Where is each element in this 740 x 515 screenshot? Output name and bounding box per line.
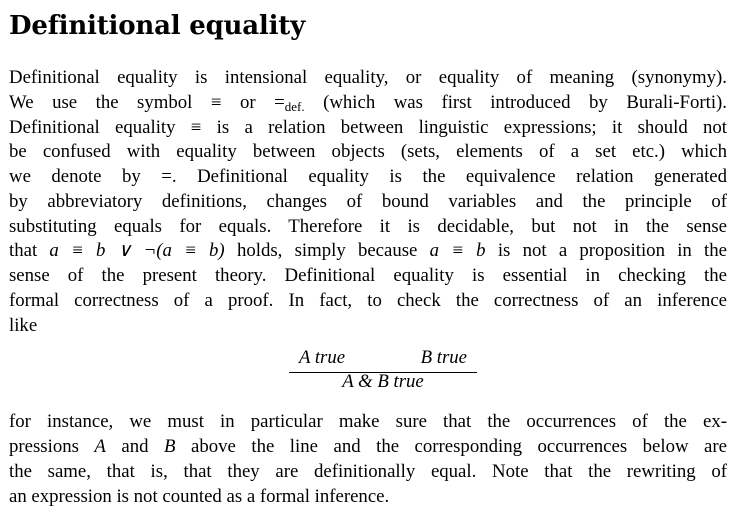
math-variable: B [164, 436, 176, 457]
paragraph-definitional-equality [9, 66, 727, 338]
text-span: like [9, 314, 38, 336]
text-span: we denote by =. Definitional equality is the equivalence relation generated [9, 166, 727, 187]
text-line [9, 410, 727, 435]
text-span: formal correctness of a proof. In fact, to check the correctness of an inference [9, 289, 727, 311]
section-heading: Definitional equality [9, 11, 305, 41]
text-span: We use the symbol ≡ or = [9, 91, 285, 113]
text-line [9, 165, 727, 190]
text-line [9, 460, 727, 485]
text-span: pressions [9, 436, 95, 457]
paragraph-for-instance [9, 410, 727, 509]
text-span: an expression is not counted as a formal inference. [9, 485, 390, 507]
text-span: Definitional equality ≡ is a relation between linguistic expressions; it should not [9, 116, 727, 138]
conclusion-text: A & B true [342, 371, 424, 393]
text-line [9, 140, 727, 165]
inference-rule [9, 344, 727, 406]
text-line [9, 91, 727, 116]
text-line [9, 215, 727, 240]
text-span: and [105, 436, 165, 457]
text-span: holds, simply because [224, 240, 430, 262]
inference-premises [289, 346, 477, 370]
text-span: substituting equals for equals. Therefore it is decidable, but not in the sense [9, 215, 727, 237]
text-line [9, 239, 727, 264]
text-line [9, 190, 727, 215]
document-page [9, 6, 727, 509]
math-expression: a ≡ b [429, 240, 486, 262]
text-line [9, 314, 727, 339]
text-span: for instance, we must in particular make sure that the occurrences of the ex- [9, 411, 727, 433]
text-span: above the line and the corresponding occurrences below are [175, 436, 727, 457]
text-line [9, 66, 727, 91]
text-line [9, 116, 727, 141]
text-span: is not a proposition in the [485, 240, 727, 262]
text-line [9, 289, 727, 314]
text-span: sense of the present theory. Definitional equality is essential in checking the [9, 265, 727, 286]
text-span: that [9, 240, 50, 262]
text-span: by abbreviatory definitions, changes of bound variables and the principle of [9, 190, 727, 212]
math-expression: a ≡ b ∨ ¬(a ≡ b) [49, 240, 225, 262]
text-line [9, 485, 727, 510]
text-span: the same, that is, that they are definitionally equal. Note that the rewriting of [9, 460, 727, 482]
premise-right: B true [420, 347, 467, 369]
inference-conclusion [289, 370, 477, 394]
text-line [9, 264, 727, 289]
text-span: Definitional equality is intensional equality, or equality of meaning (synonymy). [9, 67, 727, 88]
premise-left: A true [299, 347, 346, 369]
subscript-def: def. [284, 98, 305, 114]
text-span: be confused with equality between objects (sets, elements of a set etc.) which [9, 141, 727, 163]
math-variable: A [94, 436, 106, 457]
text-line [9, 435, 727, 460]
text-span: (which was first introduced by Burali-Forti). [304, 91, 727, 113]
